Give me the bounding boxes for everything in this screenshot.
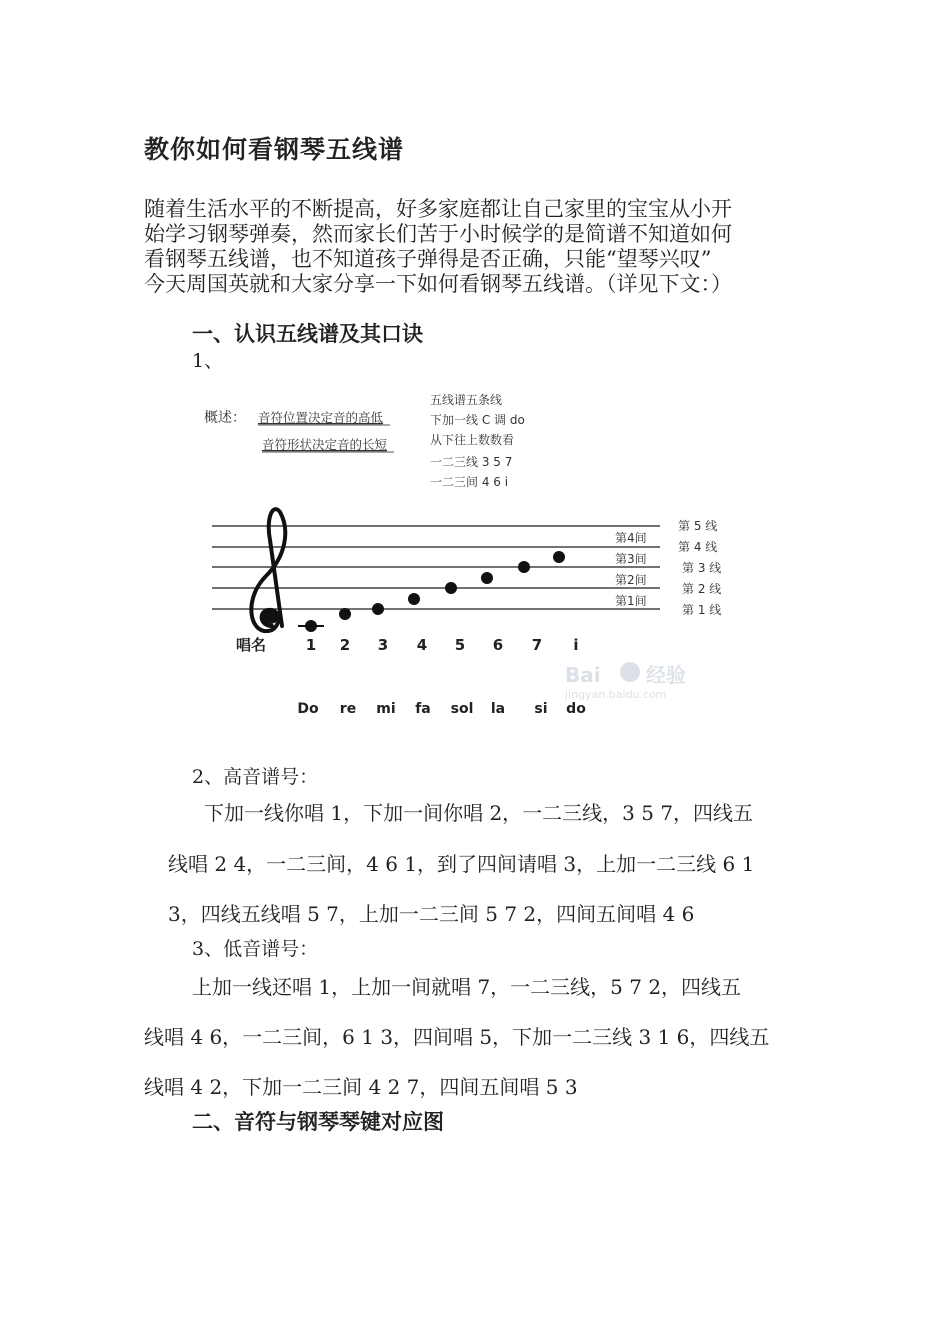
- line-label-1: 第 1 线: [682, 603, 722, 617]
- solfege-label: mi: [376, 701, 396, 717]
- rule-line: 五线谱五条线: [430, 393, 503, 407]
- note-head: [553, 551, 565, 563]
- section-3-label: 3、低音谱号：: [192, 938, 319, 960]
- overview-shape-note: 音符形状决定音的长短: [262, 437, 388, 452]
- solfege-label: fa: [415, 701, 431, 717]
- space-label-3: 第3间: [615, 552, 647, 566]
- note-head: [445, 582, 457, 594]
- line-label-4: 第 4 线: [678, 540, 718, 554]
- intro-line: 今天周国英就和大家分享一下如何看钢琴五线谱。（详见下文：）: [144, 272, 732, 296]
- overview-position-note: 音符位置决定音的高低: [258, 410, 384, 425]
- note-number: 3: [377, 636, 389, 654]
- section-2-label: 2、高音谱号：: [192, 766, 319, 788]
- intro-line: 随着生活水平的不断提高，好多家庭都让自己家里的宝宝从小开: [144, 197, 732, 221]
- intro-paragraph: [144, 197, 824, 297]
- note-number: 7: [531, 636, 543, 654]
- watermark-text: Bai: [565, 663, 601, 687]
- note-head: [481, 572, 493, 584]
- intro-line: 看钢琴五线谱，也不知道孩子弹得是否正确，只能“望琴兴叹”: [144, 247, 712, 271]
- rule-line: 从下往上数数看: [430, 433, 515, 447]
- paw-icon: [620, 662, 640, 682]
- note-number: 4: [416, 636, 428, 654]
- note-number: 2: [339, 636, 351, 654]
- overview-label: 概述：: [204, 410, 246, 426]
- rule-line: 下加一线 C 调 do: [430, 413, 525, 427]
- singname-label: 唱名: [236, 636, 267, 654]
- note-number: i: [573, 636, 579, 654]
- note-head: [372, 603, 384, 615]
- paragraph-line: 下加一线你唱 1，下加一间你唱 2，一二三线，3 5 7，四线五: [204, 801, 754, 825]
- baidu-watermark: [564, 662, 686, 701]
- space-label-4: 第4间: [615, 531, 647, 545]
- paragraph-line: 线唱 4 6，一二三间，6 1 3，四间唱 5，下加一二三线 3 1 6，四线五: [144, 1025, 770, 1049]
- space-label-1: 第1间: [615, 594, 647, 608]
- rule-line: 一二三间 4 6 i: [430, 475, 509, 489]
- section-heading-2: 二、音符与钢琴琴键对应图: [192, 1110, 444, 1134]
- note-head: [408, 593, 420, 605]
- solfege-label: si: [534, 701, 548, 717]
- note-head: [305, 620, 317, 632]
- space-label-2: 第2间: [615, 573, 647, 587]
- treble-clef-icon: [251, 509, 285, 631]
- intro-line: 始学习钢琴弹奏，然而家长们苦于小时候学的是简谱不知道如何: [144, 222, 732, 246]
- watermark-url: jingyan.baidu.com: [565, 688, 667, 701]
- item-label-1: 1、: [192, 350, 224, 372]
- solfege-label: la: [490, 701, 506, 717]
- rule-line: 一二三线 3 5 7: [430, 455, 513, 469]
- paragraph-line: 线唱 2 4，一二三间，4 6 1，到了四间请唱 3，上加一二三线 6 1: [168, 852, 755, 876]
- line-label-2: 第 2 线: [682, 582, 722, 596]
- note-number: 6: [492, 636, 504, 654]
- line-label-3: 第 3 线: [682, 561, 722, 575]
- paragraph-line: 线唱 4 2，下加一二三间 4 2 7，四间五间唱 5 3: [144, 1075, 578, 1099]
- solfege-label: Do: [297, 701, 319, 717]
- watermark-text: 经验: [646, 663, 686, 687]
- section-heading-1: 一、认识五线谱及其口诀: [192, 322, 423, 346]
- note-number: 1: [305, 636, 317, 654]
- staff-figure: [190, 380, 750, 730]
- page-title: 教你如何看钢琴五线谱: [144, 135, 405, 164]
- line-label-5: 第 5 线: [678, 519, 718, 533]
- note-number: 5: [454, 636, 466, 654]
- paragraph-line: 上加一线还唱 1，上加一间就唱 7，一二三线，5 7 2，四线五: [192, 975, 742, 999]
- solfege-label: sol: [450, 701, 474, 717]
- solfege-label: re: [339, 701, 357, 717]
- note-head: [339, 608, 351, 620]
- paragraph-line: 3，四线五线唱 5 7，上加一二三间 5 7 2，四间五间唱 4 6: [168, 902, 695, 926]
- note-head: [518, 561, 530, 573]
- solfege-label: do: [566, 701, 586, 717]
- staff-diagram: [190, 380, 750, 730]
